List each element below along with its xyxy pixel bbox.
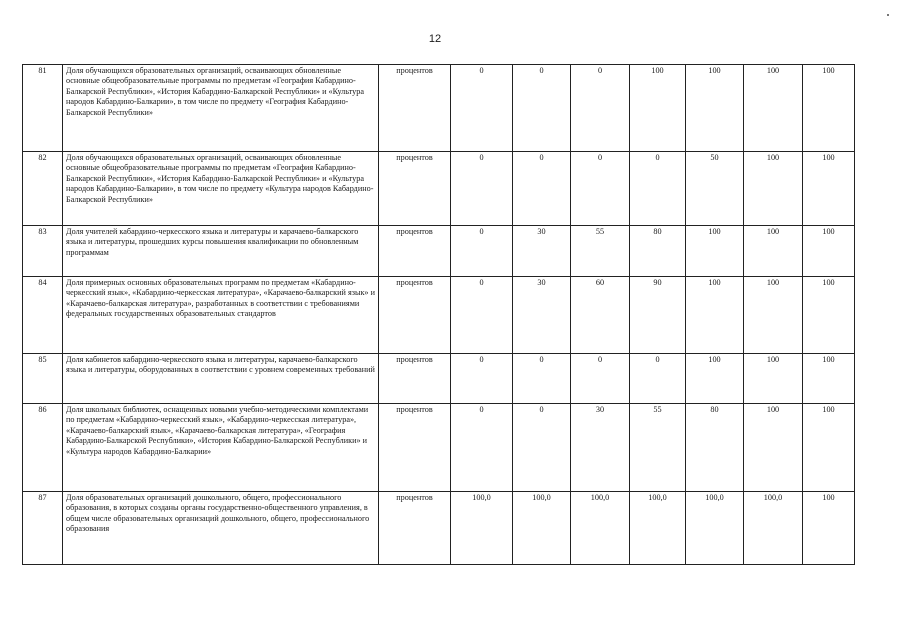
value-cell: 100 — [744, 404, 803, 492]
value-cell: 80 — [686, 404, 744, 492]
indicators-table — [22, 64, 855, 565]
page-number: 12 — [428, 33, 442, 45]
unit-cell: процентов — [379, 354, 451, 404]
row-number: 86 — [23, 404, 63, 492]
indicator-description: Доля обучающихся образовательных организаций, осваивающих обновленные основные общеобразовательные программы по предметам «География Кабардино-Балкарской Республики», «История Кабардино-Балкарской Республики» и «Культура народов Кабардино-Балкарии», в том числе по предмету «География Кабардино-Балкарской Республики» — [63, 65, 379, 152]
value-cell: 55 — [571, 226, 630, 277]
value-cell: 100,0 — [571, 492, 630, 565]
value-cell: 100 — [803, 404, 855, 492]
indicator-description: Доля школьных библиотек, оснащенных новыми учебно-методическими комплектами по предметам «Кабардино-черкесский язык», «Кабардино-черкесская литература», «Карачаево-балкарский язык», «Карачаево-балкарская литература», «География Кабардино-Балкарской Республики», «История Кабардино-Балкарской Республики» и «Культура народов Кабардино-Балкарии» — [63, 404, 379, 492]
value-cell: 100 — [630, 65, 686, 152]
table-row — [23, 226, 855, 277]
value-cell: 100 — [744, 277, 803, 354]
value-cell: 30 — [513, 226, 571, 277]
value-cell: 100 — [803, 152, 855, 226]
indicator-description: Доля образовательных организаций дошкольного, общего, профессионального образования, в которых созданы органы государственно-общественного управления, в общем числе образовательных организаций дошкольного, общего, профессионального образования — [63, 492, 379, 565]
row-number: 83 — [23, 226, 63, 277]
row-number: 87 — [23, 492, 63, 565]
row-number: 84 — [23, 277, 63, 354]
value-cell: 100 — [803, 277, 855, 354]
value-cell: 0 — [451, 65, 513, 152]
row-number: 85 — [23, 354, 63, 404]
value-cell: 100,0 — [630, 492, 686, 565]
value-cell: 100 — [744, 152, 803, 226]
value-cell: 100 — [803, 492, 855, 565]
value-cell: 0 — [451, 277, 513, 354]
scan-speck — [887, 14, 889, 16]
unit-cell: процентов — [379, 492, 451, 565]
value-cell: 100 — [744, 65, 803, 152]
unit-cell: процентов — [379, 226, 451, 277]
value-cell: 0 — [571, 354, 630, 404]
row-number: 82 — [23, 152, 63, 226]
indicator-description: Доля учителей кабардино-черкесского языка и литературы и карачаево-балкарского языка и литературы, прошедших курсы повышения квалификации по обновленным программам — [63, 226, 379, 277]
value-cell: 100 — [686, 277, 744, 354]
value-cell: 30 — [571, 404, 630, 492]
value-cell: 0 — [630, 354, 686, 404]
value-cell: 0 — [571, 152, 630, 226]
unit-cell: процентов — [379, 404, 451, 492]
table-body — [23, 65, 855, 565]
value-cell: 100 — [803, 65, 855, 152]
value-cell: 0 — [451, 354, 513, 404]
value-cell: 0 — [630, 152, 686, 226]
value-cell: 100 — [803, 226, 855, 277]
indicator-description: Доля примерных основных образовательных программ по предметам «Кабардино-черкесский язык», «Кабардино-черкесская литература», «Карачаево-балкарский язык» и «Карачаево-балкарская литература», разработанных в соответствии с требованиями федеральных государственных образовательных стандартов — [63, 277, 379, 354]
value-cell: 0 — [513, 354, 571, 404]
table-row — [23, 492, 855, 565]
value-cell: 0 — [451, 152, 513, 226]
value-cell: 100 — [744, 226, 803, 277]
value-cell: 0 — [513, 152, 571, 226]
value-cell: 80 — [630, 226, 686, 277]
value-cell: 0 — [571, 65, 630, 152]
value-cell: 0 — [451, 226, 513, 277]
value-cell: 0 — [513, 65, 571, 152]
value-cell: 50 — [686, 152, 744, 226]
table-row — [23, 65, 855, 152]
table-row — [23, 277, 855, 354]
value-cell: 100,0 — [744, 492, 803, 565]
value-cell: 100 — [686, 354, 744, 404]
value-cell: 55 — [630, 404, 686, 492]
value-cell: 100,0 — [686, 492, 744, 565]
unit-cell: процентов — [379, 277, 451, 354]
value-cell: 90 — [630, 277, 686, 354]
value-cell: 0 — [513, 404, 571, 492]
indicator-description: Доля обучающихся образовательных организаций, осваивающих обновленные основные общеобразовательные программы по предметам «География Кабардино-Балкарской Республики», «История Кабардино-Балкарской Республики» и «Культура народов Кабардино-Балкарии», в том числе по предмету «Культура народов Кабардино-Балкарской Республики» — [63, 152, 379, 226]
value-cell: 100 — [686, 65, 744, 152]
table-row — [23, 152, 855, 226]
value-cell: 100,0 — [513, 492, 571, 565]
value-cell: 30 — [513, 277, 571, 354]
unit-cell: процентов — [379, 152, 451, 226]
value-cell: 0 — [451, 404, 513, 492]
unit-cell: процентов — [379, 65, 451, 152]
value-cell: 100 — [744, 354, 803, 404]
value-cell: 100,0 — [451, 492, 513, 565]
table-row — [23, 404, 855, 492]
indicator-description: Доля кабинетов кабардино-черкесского языка и литературы, карачаево-балкарского языка и литературы, оборудованных в соответствии с уровнем современных требований — [63, 354, 379, 404]
table-row — [23, 354, 855, 404]
row-number: 81 — [23, 65, 63, 152]
value-cell: 100 — [803, 354, 855, 404]
value-cell: 60 — [571, 277, 630, 354]
value-cell: 100 — [686, 226, 744, 277]
